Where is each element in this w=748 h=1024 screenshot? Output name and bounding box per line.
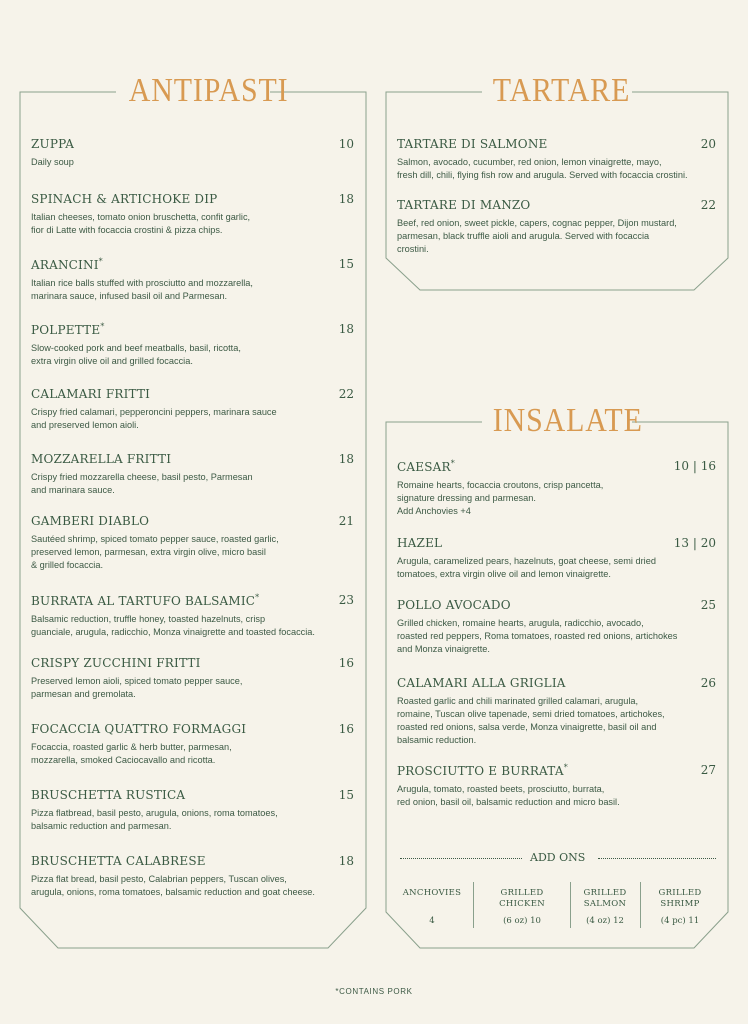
item-description: Pizza flatbread, basil pesto, arugula, onions, roma tomatoes, balsamic reduction and parmesan.: [31, 808, 278, 831]
item-name: [397, 763, 716, 778]
menu-item: [31, 593, 354, 639]
tartare-section: [384, 72, 730, 292]
item-description: Pizza flat bread, basil pesto, Calabrian peppers, Tuscan olives, arugula, onions, roma tomatoes, balsamic reduction and goat cheese.: [31, 874, 315, 897]
item-name-text: POLLO AVOCADO: [397, 598, 511, 612]
item-price: 15: [338, 788, 354, 802]
menu-item: [31, 656, 354, 701]
menu-item: [31, 137, 354, 169]
item-description: Arugula, caramelized pears, hazelnuts, goat cheese, semi dried tomatoes, extra virgin olive oil and lemon vinaigrette.: [397, 556, 656, 579]
item-description: Crispy fried mozzarella cheese, basil pesto, Parmesan and marinara sauce.: [31, 472, 253, 495]
item-description: Italian rice balls stuffed with prosciutto and mozzarella, marinara sauce, infused basil oil and Parmesan.: [31, 278, 253, 301]
item-name-text: CRISPY ZUCCHINI FRITTI: [31, 656, 201, 670]
addon-label: GRILLED SALMON: [583, 888, 627, 909]
item-name-text: SPINACH & ARTICHOKE DIP: [31, 192, 218, 206]
item-name: [31, 514, 354, 528]
contains-pork-mark: *: [100, 322, 105, 331]
item-name-text: MOZZARELLA FRITTI: [31, 452, 172, 466]
menu-item: [31, 514, 354, 572]
item-name: [31, 593, 354, 608]
item-name: [31, 322, 354, 337]
menu-item: [397, 137, 716, 182]
item-description: Slow-cooked pork and beef meatballs, basil, ricotta, extra virgin olive oil and grilled focaccia.: [31, 343, 241, 366]
addon-divider: [570, 882, 571, 928]
item-price: 10: [338, 137, 354, 151]
menu-item: [397, 676, 716, 747]
item-name: [31, 656, 354, 670]
item-description: Beef, red onion, sweet pickle, capers, cognac pepper, Dijon mustard, parmesan, black truffle aioli and arugula. Served with focaccia crostini.: [397, 218, 677, 254]
item-description: Sautéed shrimp, spiced tomato pepper sauce, roasted garlic, preserved lemon, parmesan, extra virgin olive, micro basil & grilled focaccia.: [31, 534, 279, 570]
menu-item: [31, 452, 354, 497]
item-description: Preserved lemon aioli, spiced tomato pepper sauce, parmesan and gremolata.: [31, 676, 243, 699]
item-price: 15: [338, 257, 354, 271]
item-name-text: HAZEL: [397, 536, 443, 550]
contains-pork-mark: *: [98, 257, 103, 266]
item-description: Daily soup: [31, 157, 74, 167]
item-price: 20: [700, 137, 716, 151]
menu-item: [397, 598, 716, 656]
contains-pork-mark: *: [255, 593, 260, 602]
addon-anchovies: [394, 888, 470, 926]
menu-item: [31, 257, 354, 303]
item-description: Salmon, avocado, cucumber, red onion, lemon vinaigrette, mayo, fresh dill, chili, flying fish row and arugula. Served with focaccia crostini.: [397, 157, 688, 180]
item-name-text: TARTARE DI MANZO: [397, 198, 531, 212]
item-name: [31, 387, 354, 401]
item-price: 27: [700, 763, 716, 777]
tartare-border: [384, 90, 730, 292]
item-name: [397, 598, 716, 612]
menu-item: [31, 192, 354, 237]
item-name: [397, 536, 716, 550]
addon-value: (4 pc) 11: [660, 916, 700, 926]
menu-item: [31, 387, 354, 432]
item-name: [31, 452, 354, 466]
addon-divider: [473, 882, 474, 928]
item-name-text: FOCACCIA QUATTRO FORMAGGI: [31, 722, 247, 736]
item-price: 16: [338, 656, 354, 670]
item-description: Grilled chicken, romaine hearts, arugula, radicchio, avocado, roasted red peppers, Roma tomatoes, roasted red onions, artichokes and Monza vinaigrette.: [397, 618, 678, 654]
item-price: 21: [338, 514, 354, 528]
item-name-text: GAMBERI DIABLO: [31, 514, 150, 528]
antipasti-title: ANTIPASTI: [128, 72, 289, 109]
item-price: 26: [700, 676, 716, 690]
item-name: [397, 676, 716, 690]
item-name: [31, 722, 354, 736]
addon-label: GRILLED CHICKEN: [499, 888, 545, 909]
item-price: 23: [338, 593, 354, 607]
addons-title: ADD ONS: [530, 851, 586, 864]
item-name-text: CAESAR: [397, 460, 451, 474]
menu-item: [31, 322, 354, 368]
item-name-text: POLPETTE: [31, 323, 101, 337]
item-name: [31, 854, 354, 868]
item-name-text: BURRATA AL TARTUFO BALSAMIC: [31, 594, 256, 608]
item-description: Focaccia, roasted garlic & herb butter, parmesan, mozzarella, smoked Caciocavallo and ricotta.: [31, 742, 232, 765]
addon-grilled-salmon: [572, 888, 638, 926]
menu-item: [397, 536, 716, 581]
item-description: Romaine hearts, focaccia croutons, crisp pancetta, signature dressing and parmesan. Add Anchovies +4: [397, 480, 604, 516]
contains-pork-mark: *: [563, 763, 568, 772]
item-description: Balsamic reduction, truffle honey, toasted hazelnuts, crisp guanciale, arugula, radicchio, Monza vinaigrette and toasted focaccia.: [31, 614, 315, 637]
item-name: [31, 192, 354, 206]
contains-pork-mark: *: [450, 459, 455, 468]
addon-value: 4: [429, 916, 435, 926]
addons-dots-right: [598, 858, 716, 859]
addon-label: ANCHOVIES: [402, 888, 462, 898]
item-price: 22: [700, 198, 716, 212]
addon-value: (6 oz) 10: [503, 916, 541, 926]
addons-dots-left: [400, 858, 522, 859]
item-price: 10 | 16: [673, 459, 716, 473]
item-name-text: BRUSCHETTA RUSTICA: [31, 788, 186, 802]
footnote: *CONTAINS PORK: [335, 987, 413, 996]
item-name-text: TARTARE DI SALMONE: [397, 137, 548, 151]
addon-value: (4 oz) 12: [586, 916, 624, 926]
item-name: [31, 257, 354, 272]
item-price: 25: [700, 598, 716, 612]
menu-item: [397, 763, 716, 809]
item-price: 22: [338, 387, 354, 401]
item-name: [397, 459, 716, 474]
menu-item: [31, 722, 354, 767]
menu-item: [31, 854, 354, 899]
menu-item: [31, 788, 354, 833]
item-price: 18: [338, 192, 354, 206]
item-name: [397, 137, 716, 151]
item-name-text: ZUPPA: [31, 137, 75, 151]
item-price: 18: [338, 452, 354, 466]
addon-grilled-chicken: [476, 888, 568, 926]
item-description: Roasted garlic and chili marinated grilled calamari, arugula, romaine, Tuscan olive tapenade, semi dried tomatoes, artichokes, roasted red onions, salsa verde, Monza vinaigrette, basil oil and balsamic reduction.: [397, 696, 665, 745]
item-price: 13 | 20: [673, 536, 716, 550]
addon-grilled-shrimp: [642, 888, 718, 926]
addon-label: GRILLED SHRIMP: [658, 888, 702, 909]
menu-item: [397, 198, 716, 256]
item-description: Italian cheeses, tomato onion bruschetta, confit garlic, fior di Latte with focaccia crostini & pizza chips.: [31, 212, 251, 235]
item-name-text: BRUSCHETTA CALABRESE: [31, 854, 206, 868]
item-name-text: PROSCIUTTO E BURRATA: [397, 764, 564, 778]
item-name: [31, 788, 354, 802]
item-description: Crispy fried calamari, pepperoncini peppers, marinara sauce and preserved lemon aioli.: [31, 407, 277, 430]
antipasti-section: [18, 72, 368, 950]
item-price: 18: [338, 854, 354, 868]
item-name-text: ARANCINI: [31, 258, 99, 272]
insalate-section: [384, 402, 730, 950]
addon-divider: [640, 882, 641, 928]
item-description: Arugula, tomato, roasted beets, prosciutto, burrata, red onion, basil oil, balsamic reduction and micro basil.: [397, 784, 620, 807]
insalate-title: INSALATE: [492, 402, 643, 439]
menu-item: [397, 459, 716, 518]
item-name: [31, 137, 354, 151]
item-name-text: CALAMARI ALLA GRIGLIA: [397, 676, 566, 690]
item-name-text: CALAMARI FRITTI: [31, 387, 151, 401]
tartare-title: TARTARE: [492, 72, 631, 109]
item-price: 16: [338, 722, 354, 736]
item-price: 18: [338, 322, 354, 336]
item-name: [397, 198, 716, 212]
